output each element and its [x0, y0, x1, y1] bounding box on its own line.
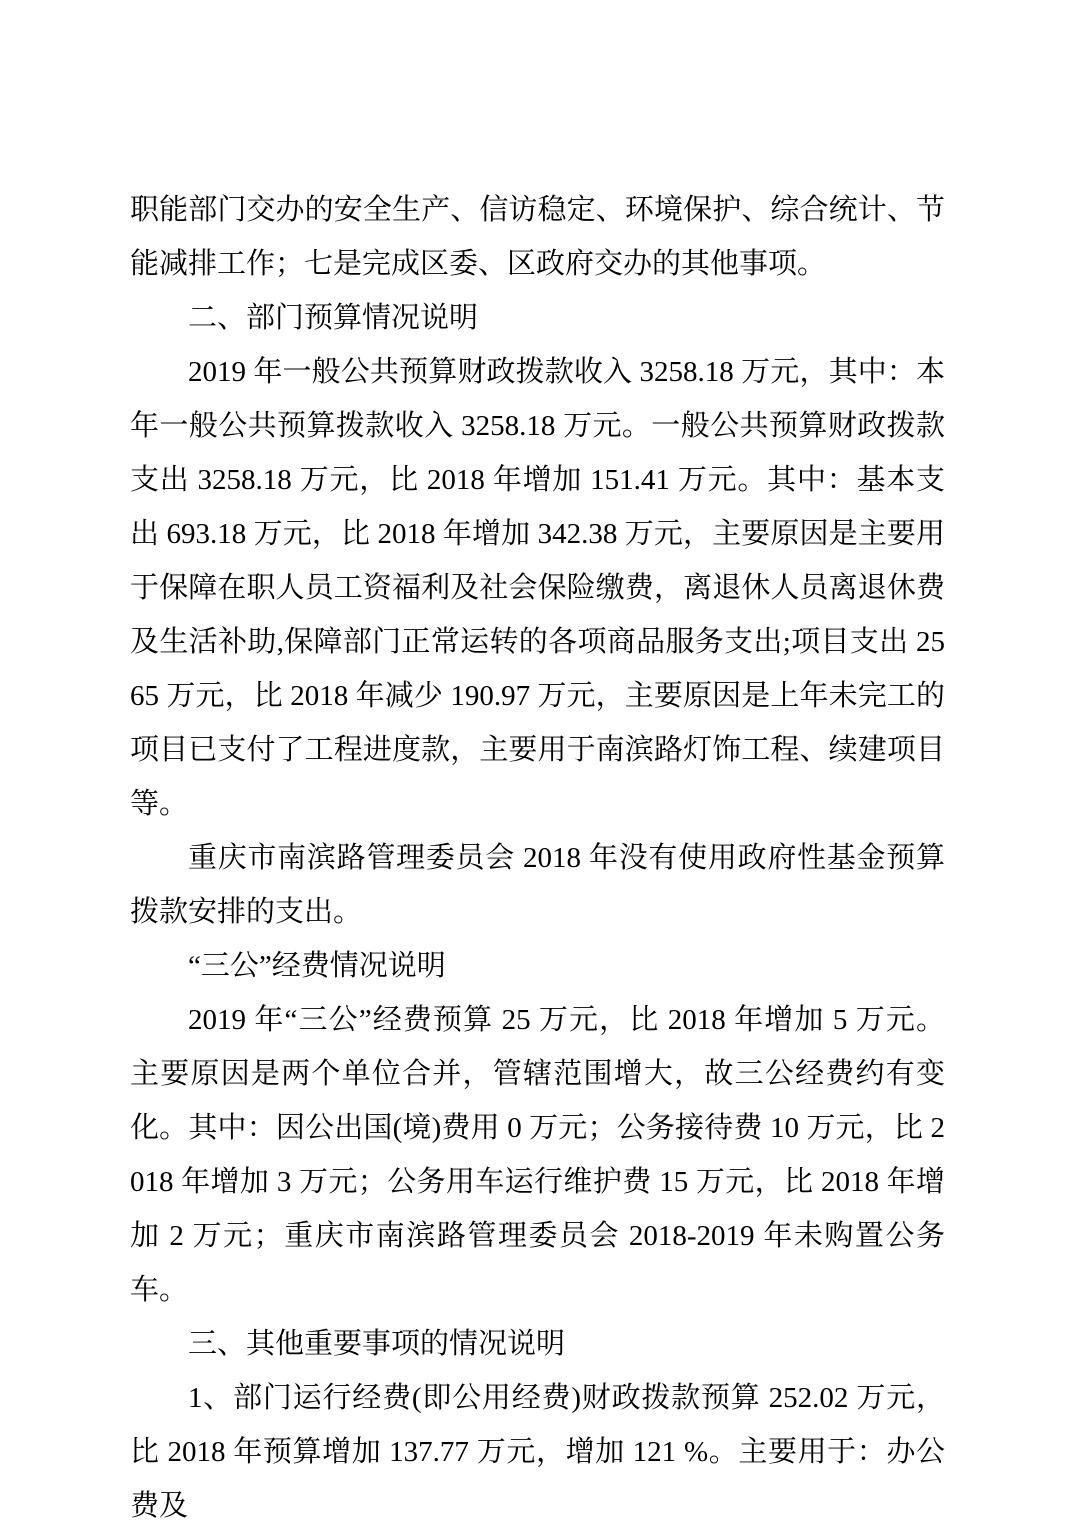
para-operating-expenses: 1、部门运行经费(即公用经费)财政拨款预算 252.02 万元，比 2018 年预算增加 137.77 万元，增加 121 %。主要用于：办公费及 [130, 1382, 945, 1522]
para-budget-details: 2019 年一般公共预算财政拨款收入 3258.18 万元，其中：本年一般公共预算拨款收入 3258.18 万元。一般公共预算财政拨款支出 3258.18 万元，比 2018 年增加 151.41 万元。其中：基本支出 693.18 万元，比 2018 年增加 342.38 万元，主要原因是主要用于保障在职人员工资福利及社会保险缴费，离退休人员离退休费及生活补助,保障部门正常运转的各项商品服务支出;项目支出 2565 万元，比 2018 年减少 190.97 万元，主要原因是上年未完工的项目已支付了工程进度款，主要用于南滨路灯饰工程、续建项目等。 [130, 356, 945, 820]
heading-three-public-expenses: “三公”经费情况说明 [188, 950, 446, 982]
para-duties-continuation: 职能部门交办的安全生产、信访稳定、环境保护、综合统计、节能减排工作；七是完成区委、区政府交办的其他事项。 [130, 194, 945, 280]
document-body [130, 183, 945, 1533]
para-government-fund-statement: 重庆市南滨路管理委员会 2018 年没有使用政府性基金预算拨款安排的支出。 [130, 842, 945, 928]
heading-section-3-other-matters: 三、其他重要事项的情况说明 [188, 1328, 566, 1360]
para-three-public-expenses-details: 2019 年“三公”经费预算 25 万元，比 2018 年增加 5 万元。主要原因是两个单位合并，管辖范围增大，故三公经费约有变化。其中：因公出国(境)费用 0 万元；公务接待费 10 万元，比 2018 年增加 3 万元；公务用车运行维护费 15 万元，比 2018 年增加 2 万元；重庆市南滨路管理委员会 2018-2019 年未购置公务车。 [130, 1004, 945, 1306]
heading-section-2-budget-explanation: 二、部门预算情况说明 [188, 302, 479, 334]
